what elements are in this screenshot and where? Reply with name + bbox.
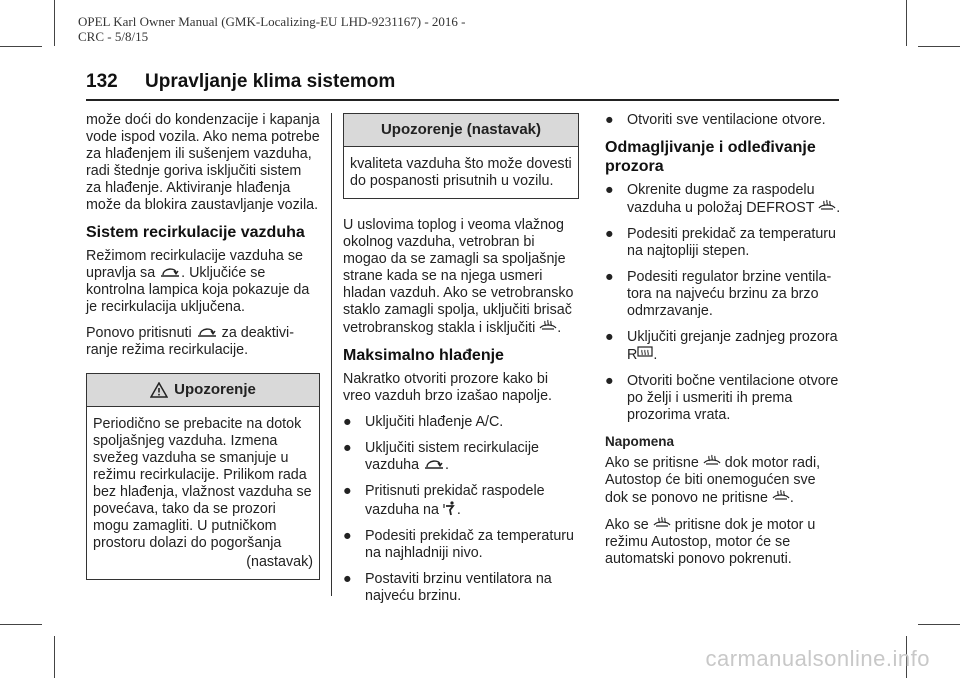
list-item-text-a: Pritisnuti prekidač raspodele vazduha na (365, 483, 545, 518)
list-item (343, 571, 579, 605)
recirc-p1-text-b: . Uključiće se kontrolna lampica koja pokazuje da je recirkulacija uključena. (86, 265, 310, 315)
list-item-text-a: Uključiti grejanje zadnjeg prozora R (627, 329, 838, 363)
recirc-p2-text-b: za deaktiviranje režima recirkulacije. (86, 325, 294, 358)
list-item-text-b: . (445, 457, 450, 473)
list-item-text: Otvoriti sve ventilacione otvore. (627, 112, 826, 128)
list-item-text-b: . (456, 502, 461, 518)
list-item (343, 414, 579, 431)
rear-window-heater-icon (637, 346, 653, 361)
list-item-text-b: . (653, 347, 658, 363)
list-item-text: Podesiti prekidač za temperaturu na najtopliji stepen. (627, 226, 837, 259)
crop-mark (0, 46, 42, 47)
warning-triangle-icon (150, 382, 168, 398)
crop-mark (54, 636, 55, 678)
list-item (343, 483, 579, 519)
list-item (605, 112, 841, 129)
warning-body-continued (344, 147, 578, 198)
windshield-defrost-icon (539, 319, 557, 334)
list-item-text: Podesiti prekidač za temperaturu na najhladniji nivo. (365, 528, 575, 561)
windshield-defrost-icon (653, 516, 671, 531)
warning-title: Upozorenje (174, 381, 256, 398)
recirc-heading: Sistem recirkulacije vazduha (86, 224, 305, 241)
max-cooling-heading: Maksimalno hlađenje (343, 347, 504, 364)
column-2 (343, 113, 579, 614)
air-distribution-vent-icon (443, 500, 457, 516)
list-item-text (365, 440, 579, 474)
list-item (605, 226, 841, 260)
list-item-text: Podesiti regulator brzine ventilatora na najveću brzinu za brzo odmrzavanje. (627, 269, 832, 319)
meta-line-2: CRC - 5/8/15 (78, 29, 149, 44)
warning-continued: (nastavak) (246, 554, 313, 570)
note-p1-text-b: dok motor radi, Autostop će biti onemogućen sve dok se ponovo ne pritisne (605, 455, 821, 506)
column-divider (331, 113, 332, 596)
print-metadata (78, 14, 466, 44)
recirc-paragraph-1 (86, 248, 320, 316)
list-item-text-b: . (836, 200, 841, 216)
list-item-text (627, 329, 841, 364)
windshield-defrost-icon (818, 199, 836, 214)
bullet: ● (343, 440, 352, 456)
list-item (343, 440, 579, 474)
watermark: carmanualsonline.info (705, 646, 930, 671)
list-item-text-a: Uključiti sistem recirkulacije vazduha (365, 440, 539, 473)
warning-header-continued: Upozorenje (nastavak) (344, 114, 578, 147)
list-item (605, 182, 841, 217)
windshield-defrost-icon (772, 489, 790, 504)
windshield-defrost-icon (703, 454, 721, 469)
bullet: ● (605, 182, 614, 198)
recirc-p2-text-a: Ponovo pritisnuti (86, 325, 192, 341)
warning-body (87, 407, 319, 579)
list-item-text: Uključiti hlađenje A/C. (365, 414, 504, 430)
list-item-text: Otvoriti bočne ventilacione otvore po želji i usmeriti ih prema prozorima vrata. (627, 373, 839, 423)
warning-text-continued: kvaliteta vazduha što može dovesti do pospanosti prisutnih u vozilu. (350, 156, 572, 189)
humidity-paragraph (343, 217, 579, 337)
bullet: ● (605, 373, 614, 389)
recirc-p1-text-a: Režimom recirkulacije vazduha se upravlja sa (86, 248, 303, 281)
column-1 (86, 112, 320, 594)
bullet: ● (605, 329, 614, 345)
note-p2-text-b: pritisne dok je motor u režimu Autostop, motor će se automatski ponovo pokrenuti. (605, 517, 816, 567)
crop-mark (906, 0, 907, 46)
list-item (605, 329, 841, 364)
page-number: 132 (86, 71, 118, 92)
warning-text: Periodično se prebacite na dotok spoljašnjeg vazduha. Izmena svežeg vazduha se smanjuje u režimu recirkulacije. Prilikom rada bez hlađenja, vlažnost vazduha se povećava, tako da se prozori mogu zamagliti. U putničkom prostoru dolazi do pogoršanja (93, 416, 312, 551)
bullet: ● (605, 269, 614, 285)
crop-mark (0, 624, 42, 625)
list-item (343, 528, 579, 562)
meta-line-1: OPEL Karl Owner Manual (GMK-Localizing-EU LHD-9231167) - 2016 - (78, 14, 466, 29)
bullet: ● (343, 571, 352, 587)
crop-mark (918, 46, 960, 47)
crop-mark (918, 624, 960, 625)
recirc-paragraph-2 (86, 325, 320, 359)
list-item (605, 269, 841, 320)
note-paragraph-2 (605, 516, 841, 568)
warning-box-continued (343, 113, 579, 199)
note-p1-text-a: Ako se pritisne (605, 455, 699, 471)
list-item (605, 373, 841, 424)
humidity-text: U uslovima toplog i veoma vlažnog okolnog vazduha, vetrobran bi mogao da se zamagli sa spoljašnje strane kada se na njega usmeri hladan vazduh. Ako se vetrobransko staklo zamagli spolja, uključiti brisač vetrobranskog stakla i isključiti (343, 217, 574, 336)
defrost-heading: Odmagljivanje i odleđivanje prozora (605, 139, 816, 175)
recirculation-icon (423, 457, 445, 471)
intro-paragraph: može doći do kondenzacije i kapanja vode ispod vozila. Ako nema potrebe za hlađenjem ili sušenjem vazduha, radi štednje goriva isključiti sistem za hlađenje. Aktiviranje hlađenja može da blokira zaustavljanje vozila. (86, 112, 320, 213)
recirculation-icon (196, 325, 218, 339)
humidity-text-end: . (557, 320, 562, 336)
max-cooling-intro: Nakratko otvoriti prozore kako bi vreo vazduh brzo izašao napolje. (343, 371, 553, 404)
list-item-text (627, 182, 841, 217)
header-rule (86, 99, 839, 101)
list-item-text (365, 483, 579, 519)
warning-box (86, 373, 320, 580)
note-p1-text-c: . (789, 490, 794, 506)
page-title: Upravljanje klima sistemom (145, 71, 396, 92)
bullet: ● (343, 414, 352, 430)
note-paragraph-1 (605, 454, 841, 507)
bullet: ● (343, 483, 352, 499)
note-p2-text-a: Ako se (605, 517, 649, 533)
list-item-text: Postaviti brzinu ventilatora na najveću brzinu. (365, 571, 552, 604)
recirculation-icon (159, 265, 181, 279)
note-heading: Napomena (605, 434, 675, 449)
column-3 (605, 112, 841, 577)
warning-header (87, 374, 319, 407)
list-item-text-a: Okrenite dugme za raspodelu vazduha u položaj DEFROST (627, 182, 815, 216)
crop-mark (54, 0, 55, 46)
bullet: ● (605, 226, 614, 242)
bullet: ● (605, 112, 614, 128)
bullet: ● (343, 528, 352, 544)
